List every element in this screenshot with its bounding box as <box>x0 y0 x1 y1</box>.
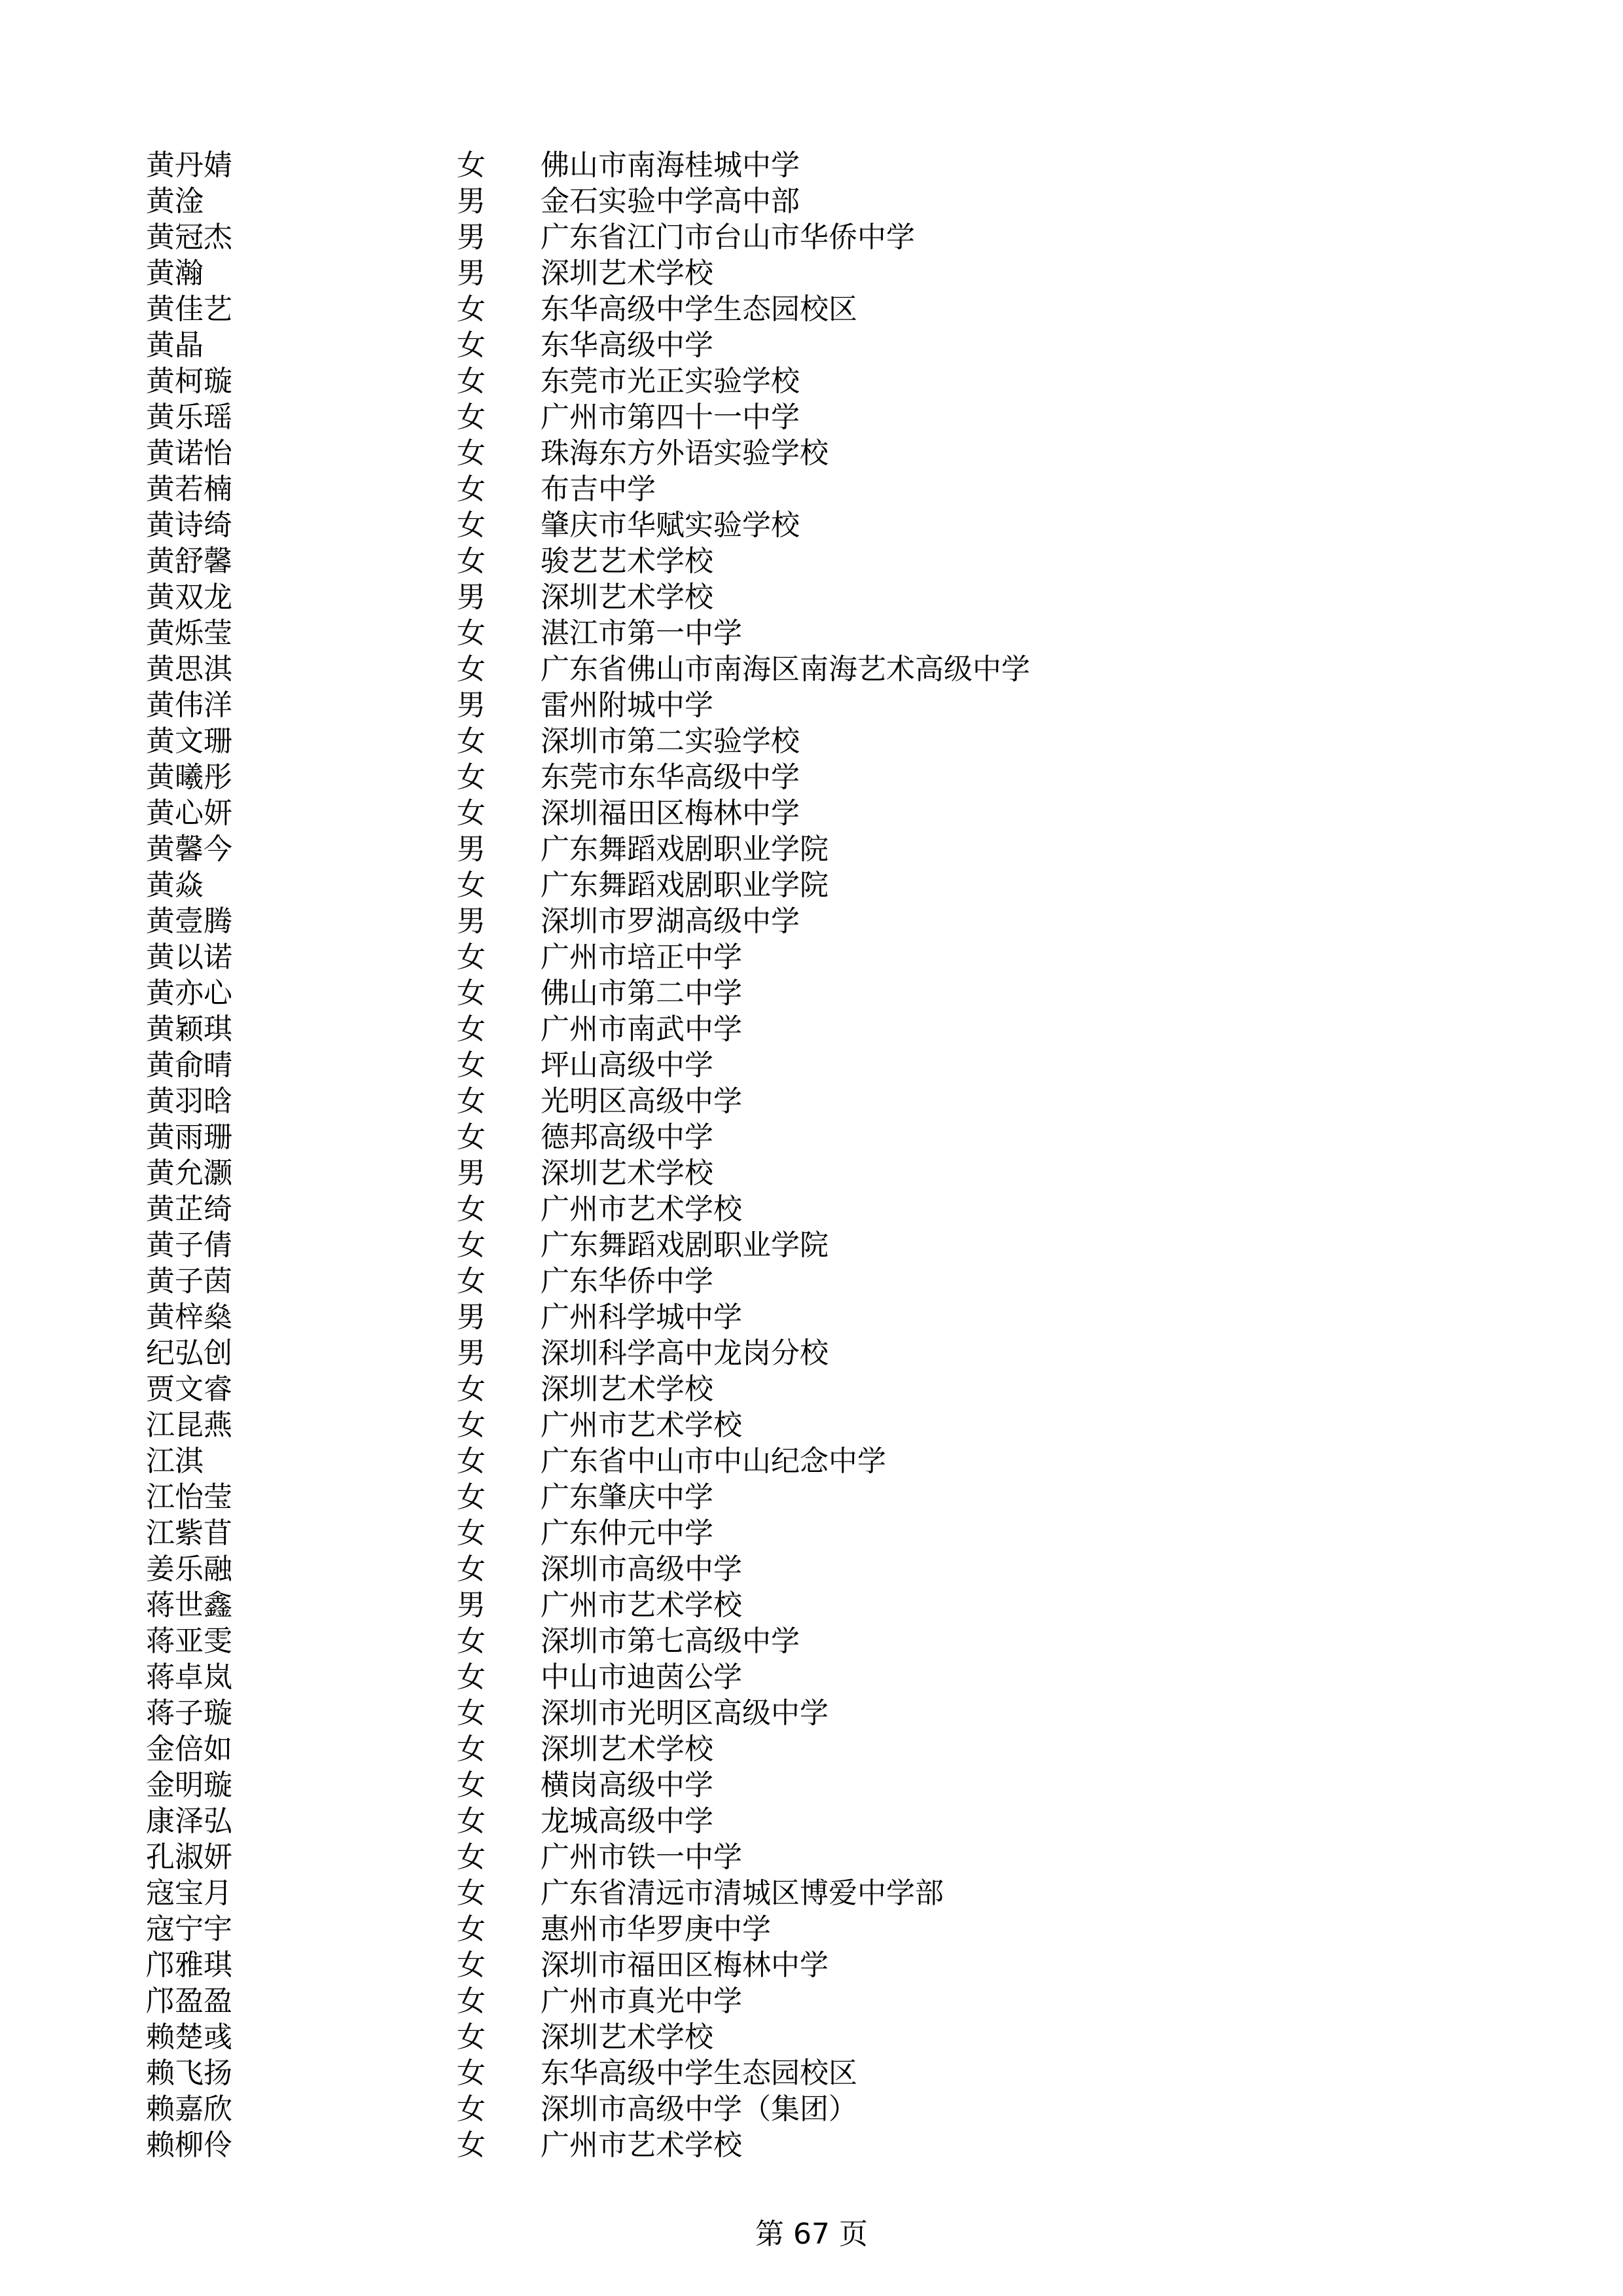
roster-row <box>146 903 1520 939</box>
roster-row <box>146 435 1520 471</box>
student-school: 深圳艺术学校 <box>541 1372 713 1406</box>
roster-row <box>146 219 1520 255</box>
student-gender: 女 <box>457 653 486 686</box>
roster-row <box>146 1047 1520 1083</box>
student-gender: 女 <box>457 797 486 830</box>
student-school: 广州市艺术学校 <box>541 1588 742 1622</box>
student-name: 蒋卓岚 <box>146 1660 232 1694</box>
student-name: 黄柯璇 <box>146 365 232 398</box>
student-name: 黄诺怡 <box>146 437 232 470</box>
student-name: 赖楚彧 <box>146 2020 232 2054</box>
roster-row <box>146 2019 1520 2055</box>
roster-row <box>146 615 1520 651</box>
student-gender: 男 <box>457 257 486 290</box>
roster-row <box>146 687 1520 723</box>
student-gender: 女 <box>457 761 486 794</box>
roster-row <box>146 723 1520 759</box>
roster-row <box>146 579 1520 615</box>
roster-row <box>146 1479 1520 1515</box>
roster-row <box>146 1731 1520 1767</box>
student-name: 黄子倩 <box>146 1229 232 1262</box>
roster-row <box>146 1839 1520 1875</box>
student-school: 广州市培正中学 <box>541 941 742 974</box>
student-gender: 女 <box>457 1768 486 1802</box>
student-name: 黄俞晴 <box>146 1049 232 1082</box>
student-gender: 女 <box>457 1912 486 1946</box>
student-name: 江怡莹 <box>146 1480 232 1514</box>
roster-row <box>146 651 1520 687</box>
student-gender: 女 <box>457 1732 486 1766</box>
student-gender: 男 <box>457 1157 486 1190</box>
student-name: 黄晶 <box>146 329 204 362</box>
student-school: 广东省清远市清城区博爱中学部 <box>541 1876 944 1910</box>
student-gender: 女 <box>457 1444 486 1478</box>
student-school: 惠州市华罗庚中学 <box>541 1912 771 1946</box>
student-school: 光明区高级中学 <box>541 1085 742 1118</box>
student-name: 黄焱 <box>146 869 204 902</box>
student-school: 龙城高级中学 <box>541 1804 713 1838</box>
student-gender: 女 <box>457 2092 486 2126</box>
student-name: 孔淑妍 <box>146 1840 232 1874</box>
student-name: 贾文睿 <box>146 1372 232 1406</box>
student-name: 蒋世鑫 <box>146 1588 232 1622</box>
student-school: 深圳艺术学校 <box>541 257 713 290</box>
student-gender: 男 <box>457 833 486 866</box>
roster-row <box>146 1011 1520 1047</box>
student-name: 黄丹婧 <box>146 149 232 182</box>
student-gender: 女 <box>457 1480 486 1514</box>
student-name: 金明璇 <box>146 1768 232 1802</box>
student-school: 东华高级中学生态园校区 <box>541 2056 857 2090</box>
student-gender: 女 <box>457 329 486 362</box>
student-gender: 女 <box>457 1085 486 1118</box>
student-school: 深圳艺术学校 <box>541 1732 713 1766</box>
student-gender: 女 <box>457 2056 486 2090</box>
student-school: 横岗高级中学 <box>541 1768 713 1802</box>
student-name: 金倍如 <box>146 1732 232 1766</box>
student-name: 黄伟洋 <box>146 689 232 722</box>
student-name: 黄冠杰 <box>146 221 232 254</box>
student-name: 纪弘创 <box>146 1336 232 1370</box>
student-name: 黄瀚 <box>146 257 204 290</box>
roster-row <box>146 471 1520 507</box>
student-name: 蒋子璇 <box>146 1696 232 1730</box>
student-gender: 女 <box>457 1876 486 1910</box>
student-school: 德邦高级中学 <box>541 1121 713 1154</box>
student-name: 黄子茵 <box>146 1265 232 1298</box>
roster-row <box>146 147 1520 183</box>
student-gender: 女 <box>457 293 486 326</box>
student-gender: 男 <box>457 1300 486 1334</box>
student-school: 佛山市南海桂城中学 <box>541 149 800 182</box>
student-school: 广州市南武中学 <box>541 1013 742 1046</box>
student-school: 东华高级中学生态园校区 <box>541 293 857 326</box>
student-name: 江紫苜 <box>146 1516 232 1550</box>
student-school: 深圳艺术学校 <box>541 2020 713 2054</box>
student-gender: 女 <box>457 1408 486 1442</box>
student-name: 康泽弘 <box>146 1804 232 1838</box>
student-name: 姜乐融 <box>146 1552 232 1586</box>
roster-row <box>146 1155 1520 1191</box>
student-gender: 男 <box>457 581 486 614</box>
roster-row <box>146 1335 1520 1371</box>
roster-row <box>146 1263 1520 1299</box>
student-school: 广东舞蹈戏剧职业学院 <box>541 1229 829 1262</box>
student-name: 黄亦心 <box>146 977 232 1010</box>
student-name: 黄雨珊 <box>146 1121 232 1154</box>
roster-row <box>146 399 1520 435</box>
student-name: 黄思淇 <box>146 653 232 686</box>
student-school: 金石实验中学高中部 <box>541 185 800 218</box>
roster-row <box>146 1659 1520 1695</box>
student-gender: 女 <box>457 1121 486 1154</box>
student-gender: 女 <box>457 1516 486 1550</box>
student-name: 黄若楠 <box>146 473 232 506</box>
student-school: 广东舞蹈戏剧职业学院 <box>541 833 829 866</box>
student-gender: 男 <box>457 1336 486 1370</box>
roster-row <box>146 831 1520 867</box>
student-school: 深圳市罗湖高级中学 <box>541 905 800 938</box>
student-school: 深圳市高级中学 <box>541 1552 742 1586</box>
student-name: 黄梓燊 <box>146 1300 232 1334</box>
roster-row <box>146 255 1520 291</box>
student-gender: 女 <box>457 365 486 398</box>
student-name: 黄心妍 <box>146 797 232 830</box>
student-gender: 女 <box>457 509 486 542</box>
student-gender: 女 <box>457 1049 486 1082</box>
student-school: 深圳艺术学校 <box>541 581 713 614</box>
student-name: 黄允灏 <box>146 1157 232 1190</box>
student-name: 黄曦彤 <box>146 761 232 794</box>
student-gender: 女 <box>457 1265 486 1298</box>
student-name: 赖柳伶 <box>146 2128 232 2162</box>
student-school: 骏艺艺术学校 <box>541 545 713 578</box>
roster-row <box>146 1911 1520 1947</box>
student-gender: 女 <box>457 1624 486 1658</box>
student-name: 黄颖琪 <box>146 1013 232 1046</box>
student-school: 广州市铁一中学 <box>541 1840 742 1874</box>
student-gender: 男 <box>457 1588 486 1622</box>
student-name: 黄馨今 <box>146 833 232 866</box>
roster-row <box>146 1695 1520 1731</box>
student-name: 黄双龙 <box>146 581 232 614</box>
student-school: 深圳科学高中龙岗分校 <box>541 1336 829 1370</box>
student-school: 东莞市东华高级中学 <box>541 761 800 794</box>
student-gender: 女 <box>457 1984 486 2018</box>
student-school: 广州市真光中学 <box>541 1984 742 2018</box>
student-gender: 女 <box>457 401 486 434</box>
student-school: 广东华侨中学 <box>541 1265 713 1298</box>
student-name: 黄佳艺 <box>146 293 232 326</box>
student-gender: 女 <box>457 437 486 470</box>
roster-row <box>146 327 1520 363</box>
student-gender: 女 <box>457 473 486 506</box>
roster-row <box>146 1515 1520 1551</box>
student-school: 广东省江门市台山市华侨中学 <box>541 221 915 254</box>
roster-row <box>146 939 1520 975</box>
student-school: 广东仲元中学 <box>541 1516 713 1550</box>
roster-row <box>146 975 1520 1011</box>
student-name: 黄乐瑶 <box>146 401 232 434</box>
student-school: 广东省佛山市南海区南海艺术高级中学 <box>541 653 1030 686</box>
student-gender: 女 <box>457 869 486 902</box>
student-school: 雷州附城中学 <box>541 689 713 722</box>
student-school: 中山市迪茵公学 <box>541 1660 742 1694</box>
roster-row <box>146 2127 1520 2163</box>
student-school: 深圳市第七高级中学 <box>541 1624 800 1658</box>
roster-row <box>146 363 1520 399</box>
student-gender: 女 <box>457 2128 486 2162</box>
student-gender: 女 <box>457 1552 486 1586</box>
roster-row <box>146 1299 1520 1335</box>
roster-row <box>146 1227 1520 1263</box>
student-gender: 男 <box>457 905 486 938</box>
student-name: 黄烁莹 <box>146 617 232 650</box>
roster-row <box>146 759 1520 795</box>
student-gender: 女 <box>457 1372 486 1406</box>
student-name: 黄淦 <box>146 185 204 218</box>
roster-row <box>146 795 1520 831</box>
student-gender: 女 <box>457 545 486 578</box>
student-school: 布吉中学 <box>541 473 656 506</box>
roster-row <box>146 1119 1520 1155</box>
student-gender: 女 <box>457 1840 486 1874</box>
student-name: 赖嘉欣 <box>146 2092 232 2126</box>
student-roster <box>146 147 1520 2163</box>
student-gender: 女 <box>457 725 486 758</box>
student-school: 广东肇庆中学 <box>541 1480 713 1514</box>
student-school: 广州科学城中学 <box>541 1300 742 1334</box>
student-school: 深圳市第二实验学校 <box>541 725 800 758</box>
student-name: 黄羽晗 <box>146 1085 232 1118</box>
student-gender: 女 <box>457 149 486 182</box>
student-name: 黄文珊 <box>146 725 232 758</box>
student-name: 黄芷绮 <box>146 1193 232 1226</box>
roster-row <box>146 1371 1520 1407</box>
roster-row <box>146 291 1520 327</box>
student-school: 广州市艺术学校 <box>541 1408 742 1442</box>
roster-row <box>146 1983 1520 2019</box>
roster-row <box>146 1947 1520 1983</box>
student-gender: 女 <box>457 1696 486 1730</box>
student-name: 邝雅琪 <box>146 1948 232 1982</box>
student-gender: 女 <box>457 1193 486 1226</box>
student-school: 深圳市福田区梅林中学 <box>541 1948 829 1982</box>
student-school: 东华高级中学 <box>541 329 713 362</box>
student-school: 广州市艺术学校 <box>541 1193 742 1226</box>
student-name: 赖飞扬 <box>146 2056 232 2090</box>
roster-row <box>146 1623 1520 1659</box>
student-gender: 女 <box>457 941 486 974</box>
roster-row <box>146 1587 1520 1623</box>
student-name: 江淇 <box>146 1444 204 1478</box>
roster-row <box>146 1803 1520 1839</box>
roster-row <box>146 1191 1520 1227</box>
roster-row <box>146 183 1520 219</box>
student-school: 深圳福田区梅林中学 <box>541 797 800 830</box>
student-school: 深圳艺术学校 <box>541 1157 713 1190</box>
student-gender: 女 <box>457 1660 486 1694</box>
student-gender: 女 <box>457 1948 486 1982</box>
roster-row <box>146 1443 1520 1479</box>
student-gender: 男 <box>457 689 486 722</box>
student-school: 广州市第四十一中学 <box>541 401 800 434</box>
student-gender: 女 <box>457 1804 486 1838</box>
student-school: 广东舞蹈戏剧职业学院 <box>541 869 829 902</box>
student-name: 黄舒馨 <box>146 545 232 578</box>
student-name: 江昆燕 <box>146 1408 232 1442</box>
student-school: 广东省中山市中山纪念中学 <box>541 1444 886 1478</box>
student-school: 广州市艺术学校 <box>541 2128 742 2162</box>
student-school: 东莞市光正实验学校 <box>541 365 800 398</box>
student-school: 湛江市第一中学 <box>541 617 742 650</box>
student-school: 珠海东方外语实验学校 <box>541 437 829 470</box>
student-school: 深圳市高级中学（集团） <box>541 2092 857 2126</box>
student-school: 坪山高级中学 <box>541 1049 713 1082</box>
roster-row <box>146 2091 1520 2127</box>
student-gender: 男 <box>457 185 486 218</box>
roster-row <box>146 543 1520 579</box>
student-name: 黄壹腾 <box>146 905 232 938</box>
student-gender: 女 <box>457 1013 486 1046</box>
student-name: 寇宁宇 <box>146 1912 232 1946</box>
student-school: 佛山市第二中学 <box>541 977 742 1010</box>
student-name: 邝盈盈 <box>146 1984 232 2018</box>
roster-row <box>146 2055 1520 2091</box>
roster-row <box>146 507 1520 543</box>
roster-row <box>146 1767 1520 1803</box>
roster-row <box>146 1875 1520 1911</box>
student-gender: 女 <box>457 977 486 1010</box>
student-school: 肇庆市华赋实验学校 <box>541 509 800 542</box>
student-school: 深圳市光明区高级中学 <box>541 1696 829 1730</box>
student-name: 蒋亚雯 <box>146 1624 232 1658</box>
roster-row <box>146 1551 1520 1587</box>
student-name: 寇宝月 <box>146 1876 232 1910</box>
page-number: 第 67 页 <box>755 2217 868 2251</box>
roster-row <box>146 1407 1520 1443</box>
student-gender: 女 <box>457 617 486 650</box>
student-gender: 男 <box>457 221 486 254</box>
roster-row <box>146 867 1520 903</box>
student-gender: 女 <box>457 2020 486 2054</box>
student-name: 黄以诺 <box>146 941 232 974</box>
student-gender: 女 <box>457 1229 486 1262</box>
roster-row <box>146 1083 1520 1119</box>
student-name: 黄诗绮 <box>146 509 232 542</box>
